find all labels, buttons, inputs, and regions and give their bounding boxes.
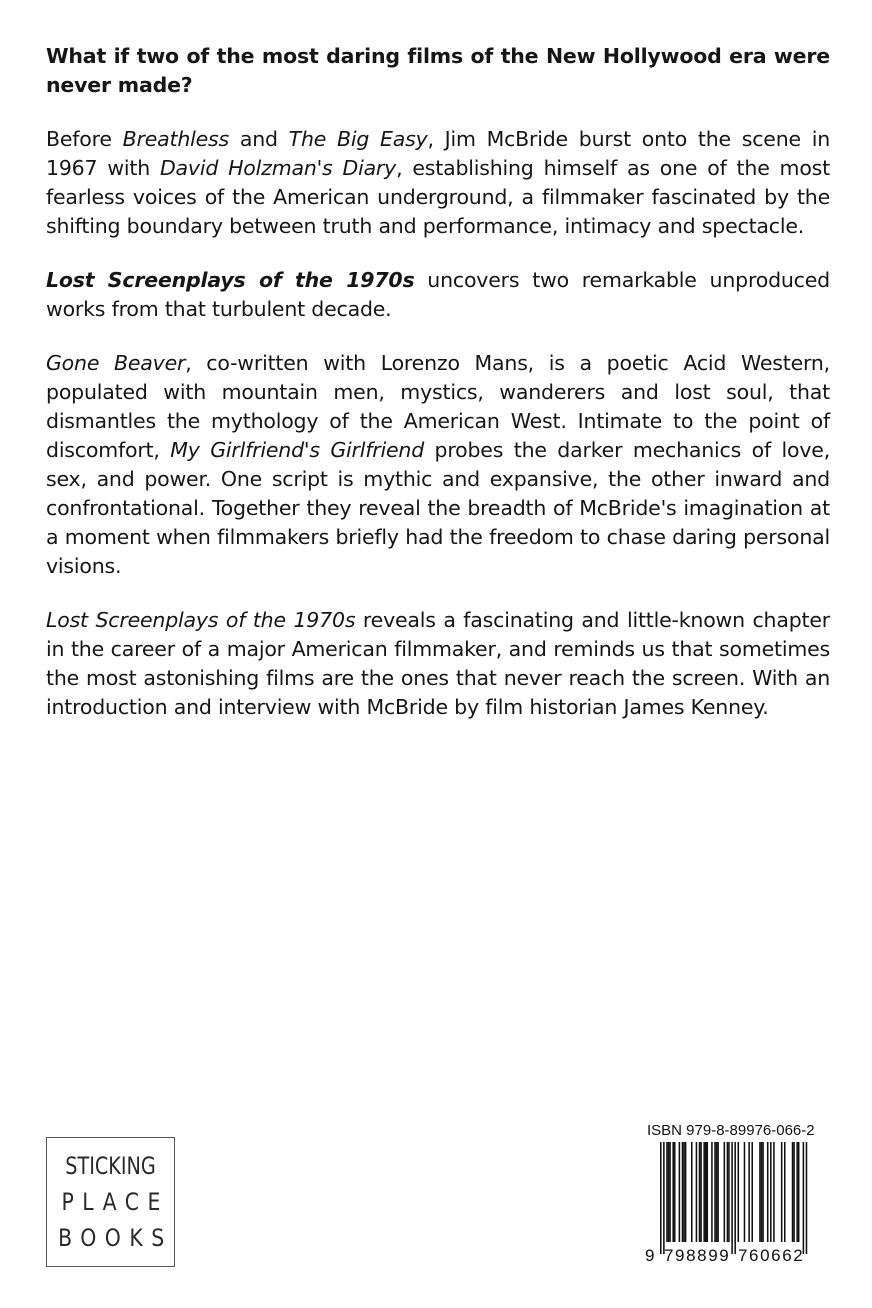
para2-text-1: uncovers two remarkable unproduced works from that turbulent decade.: [46, 268, 830, 321]
paragraph-closing: [46, 606, 830, 722]
barcode-bar: [672, 1142, 674, 1242]
barcode-bar: [685, 1142, 687, 1242]
para1-text-1: Before: [46, 127, 123, 151]
barcode-guard-bar: [803, 1142, 805, 1254]
barcode-bar: [773, 1142, 775, 1242]
paragraph-intro: [46, 125, 830, 241]
isbn-barcode: [645, 1122, 827, 1268]
barcode-bar: [683, 1142, 685, 1242]
paragraph-overview: [46, 266, 830, 324]
barcode-digit-first: 9: [645, 1246, 655, 1265]
title-gone-beaver: Gone Beaver: [46, 351, 186, 375]
barcode-bar: [696, 1142, 698, 1242]
barcode-bar: [691, 1142, 693, 1242]
barcode-bar: [714, 1142, 716, 1242]
barcode-bar: [738, 1142, 740, 1242]
para1-text-4: , establishing himself as one of the most fearless voices of the American underground, a filmmaker fascinated by the shifting boundary between truth and performance, intimacy and spectacle.: [46, 156, 830, 238]
barcode-bar: [759, 1142, 761, 1242]
title-breathless: Breathless: [122, 127, 230, 151]
barcode-bar: [674, 1142, 676, 1242]
barcode-bar: [716, 1142, 718, 1242]
barcode-bar: [744, 1142, 746, 1242]
barcode-guard-bar: [663, 1142, 665, 1254]
barcode-bar: [784, 1142, 786, 1242]
barcode-bar: [792, 1142, 794, 1242]
para1-text-2: and: [229, 127, 289, 151]
paragraph-screenplays: [46, 349, 830, 581]
barcode-bar: [700, 1142, 702, 1242]
barcode-bar: [751, 1142, 753, 1242]
publisher-logo: [46, 1137, 175, 1267]
title-the-big-easy: The Big Easy: [288, 127, 428, 151]
barcode-digits-right: 760662: [738, 1246, 805, 1265]
barcode-bar: [679, 1142, 681, 1242]
barcode-guard-bar: [734, 1142, 736, 1254]
barcode-bar: [717, 1142, 719, 1242]
barcode-bar: [705, 1142, 707, 1242]
barcode-bar: [770, 1142, 772, 1242]
barcode-bar: [728, 1142, 730, 1242]
para3-text-2: probes the darker mechanics of love, sex, and power. One script is mythic and expansive, the other inward and confrontational. Together they reveal the breadth of McBride's imagination at a moment when filmmakers briefly had the freedom to chase daring personal visions.: [46, 438, 831, 578]
barcode-bar: [666, 1142, 668, 1242]
barcode-guard-bar: [660, 1142, 662, 1254]
publisher-line-2: PLACE: [61, 1188, 170, 1216]
para1-text-3: , Jim McBride burst onto the scene in 1967 with: [46, 127, 831, 180]
barcode-bar: [669, 1142, 671, 1242]
barcode-digits-left: 798899: [664, 1246, 731, 1265]
barcode-bar: [762, 1142, 764, 1242]
barcode-bar: [707, 1142, 709, 1242]
barcode-guard-bar: [731, 1142, 733, 1254]
barcode-bar: [699, 1142, 701, 1242]
publisher-line-3: BOOKS: [58, 1224, 173, 1252]
barcode-bar: [796, 1142, 798, 1242]
barcode-bar: [682, 1142, 684, 1242]
barcode-bar: [781, 1142, 783, 1242]
barcode-guard-bar: [806, 1142, 808, 1254]
back-cover-text: [46, 42, 830, 747]
para4-text-1: reveals a fascinating and little-known chapter in the career of a major American filmmaker, and reminds us that sometimes the most astonishing films are the ones that never reach the screen. With an introduction and interview with McBride by film historian James Kenney.: [46, 608, 830, 719]
barcode-bar: [793, 1142, 795, 1242]
title-david-holzmans-diary: David Holzman's Diary: [159, 156, 397, 180]
barcode-bar: [798, 1142, 800, 1242]
barcode-bar: [711, 1142, 713, 1242]
barcode-bar: [761, 1142, 763, 1242]
barcode-bar: [748, 1142, 750, 1242]
book-title: Lost Screenplays of the 1970s: [46, 268, 415, 292]
para3-text-1: , co-written with Lorenzo Mans, is a poetic Acid Western, populated with mountain men, mystics, wanderers and lost soul, that dismantles the mythology of the American West. Intimate to the point of discomfort,: [46, 351, 830, 462]
barcode-bar: [668, 1142, 670, 1242]
barcode-bar: [703, 1142, 705, 1242]
barcode-bar: [724, 1142, 726, 1242]
barcode-bar: [727, 1142, 729, 1242]
isbn-label: ISBN 979-8-89976-066-2: [647, 1122, 815, 1139]
lead-question: What if two of the most daring films of the New Hollywood era were never made?: [46, 44, 830, 97]
publisher-line-1: STICKING: [65, 1152, 156, 1180]
barcode-bar: [767, 1142, 769, 1242]
book-title-italic: Lost Screenplays of the 1970s: [46, 608, 356, 632]
title-my-girlfriends-girlfriend: My Girlfriend's Girlfriend: [170, 438, 425, 462]
